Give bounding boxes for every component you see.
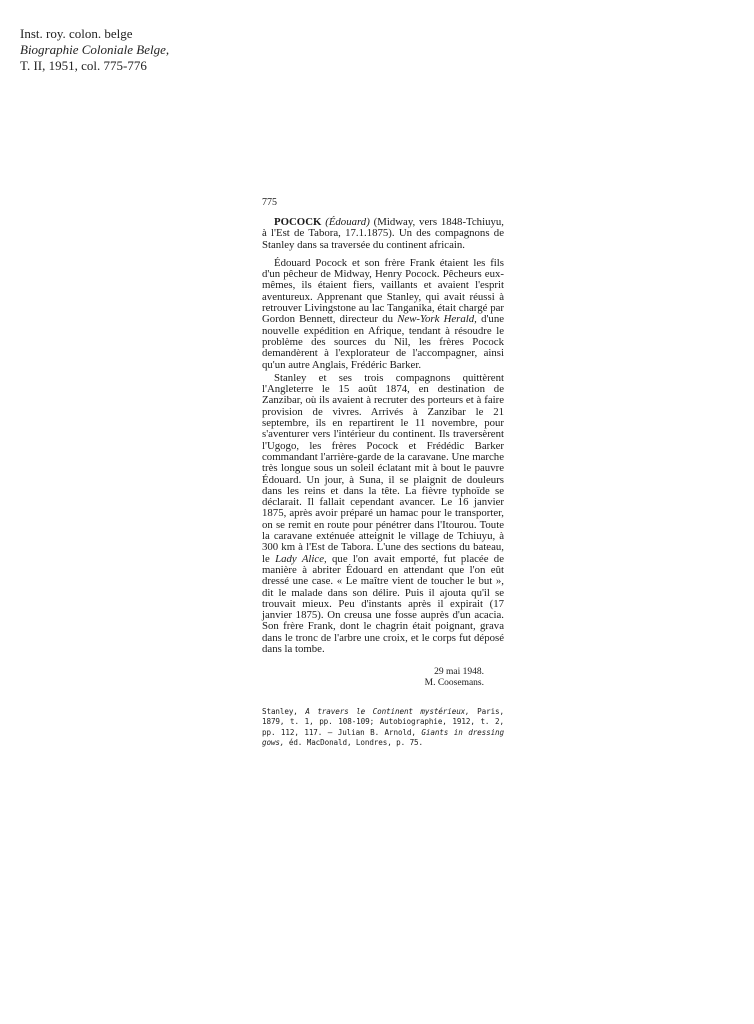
signature-author: M. Coosemans. (424, 678, 484, 689)
article-headword-name: (Édouard) (325, 216, 370, 228)
paragraph-1-text-a: Édouard Pocock et son frère Frank étaient les fils d'un pêcheur de Midway, Henry Pocock. Pêcheurs eux-mêmes, ils étaient fiers, vaillants et avaient l'esprit aventureux. Apprenant que Stanley, qui avait réussi à retrouver Livingstone au lac Tanganika, était chargé par Gordon Bennett, directeur du (262, 256, 504, 326)
article-intro-text: (Midway, vers 1848-Tchiuyu, à l'Est de Tabora, 17.1.1875). Un des compagnons de Stanley dans sa traversée du continent africain. (262, 216, 504, 251)
references (262, 707, 504, 748)
citation-header (20, 26, 169, 74)
reference-text-a: Stanley, (262, 707, 298, 717)
newspaper-name: New-York Herald, (397, 313, 477, 326)
citation-institute: Inst. roy. colon. belge (20, 26, 133, 41)
article-paragraph-1 (262, 258, 504, 371)
boat-name: Lady Alice, (275, 552, 327, 565)
article-column (262, 197, 504, 748)
citation-publication: Biographie Coloniale Belge, (20, 42, 170, 57)
signature (262, 667, 504, 689)
paragraph-2-text-a: Stanley et ses trois compagnons quittèrent l'Angleterre le 15 août 1874, en destination de Zanzibar, où ils avaient à recruter des porteurs et à faire provision de vivres. Arrivés à Zanzibar le 21 septembre, ils en repartirent le 11 novembre, pour s'aventurer vers l'intérieur du continent. Ils traversèrent l'Ugogo, les frères Pocock et Frédédic Barker commandant l'arrière-garde de la caravane. Une marche très longue sous un soleil éclatant mit à bout le pauvre Édouard. Un jour, à Suna, il se plaignit de douleurs dans les reins et dans la tête. La fièvre typhoïde se déclarait. Il fallait cependant avancer. Le 16 janvier 1875, après avoir préparé un hamac pour le transporter, on se remit en route pour pénétrer dans l'Itourou. Toute la caravane exténuée atteignit le village de Tchiuyu, à 300 km à l'Est de Tabora. L'une des sections du bateau, le (262, 371, 504, 565)
paragraph-2-text-b: que l'on avait emporté, fut placée de manière à abriter Édouard en attendant que l'on eût dressé une case. « Le maître vient de toucher le but », dit le malade dans son délire. Puis il ajouta qu'il se trouvait mieux. Peu d'instants après il expirait (17 janvier 1875). On creusa une fosse auprès d'un acacia. Son frère Frank, dont le chagrin était poignant, grava dans le tronc de l'arbre une croix, et le corps fut déposé dans la tombe. (262, 552, 504, 655)
reference-text-b: Paris, 1879, t. 1, pp. 108-109; Autobiographie, 1912, t. 2, pp. 112, 117. — Julian B. Arnold, (262, 707, 505, 737)
signature-date: 29 mai 1948. (434, 667, 484, 678)
reference-title-2: Giants in dressing gows, (262, 727, 504, 747)
reference-title-1: A travers le Continent mystérieux, (305, 707, 470, 717)
article-intro (262, 217, 504, 251)
article-headword: POCOCK (274, 216, 322, 228)
column-number: 775 (262, 197, 277, 208)
article-body (262, 217, 504, 655)
article-paragraph-2 (262, 373, 504, 655)
citation-volume: T. II, 1951, col. 775-776 (20, 58, 147, 73)
paragraph-1-text-b: d'une nouvelle expédition en Afrique, tendant à résoudre le problème des sources du Nil, les frères Pocock demandèrent à l'explorateur de l'accompagner, ainsi qu'un autre Anglais, Frédéric Barker. (262, 313, 505, 371)
reference-text-c: éd. MacDonald, Londres, p. 75. (288, 737, 423, 747)
